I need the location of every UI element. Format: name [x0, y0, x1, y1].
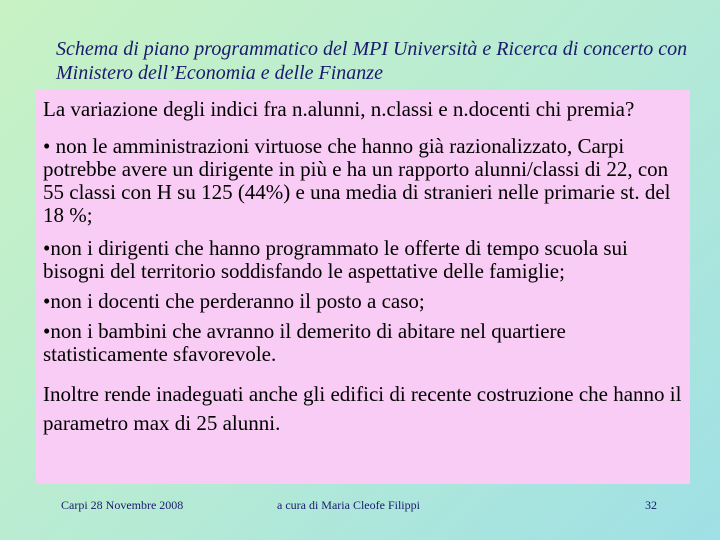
bullet-item: •non i docenti che perderanno il posto a caso;	[43, 289, 425, 313]
bullet-item: •non i dirigenti che hanno programmato le offerte di tempo scuola sui bisogni del territorio soddisfando le aspettative delle famiglie;	[43, 236, 628, 283]
content-box	[36, 90, 690, 484]
slide-title: Schema di piano programmatico del MPI Università e Ricerca di concerto con Ministero dell’Economia e delle Finanze	[56, 38, 688, 84]
bullet-item: • non le amministrazioni virtuose che hanno già razionalizzato, Carpi potrebbe avere un dirigente in più e ha un rapporto alunni/classi di 22, con 55 classi con H su 125 (44%) e una media di stranieri nelle primarie st. del 18 %;	[43, 134, 671, 227]
intro-question: La variazione degli indici fra n.alunni, n.classi e n.docenti chi premia?	[43, 97, 635, 121]
bullet-item: •non i bambini che avranno il demerito di abitare nel quartiere statisticamente sfavorevole.	[43, 319, 566, 366]
page-number: 32	[645, 498, 657, 512]
footer-date: Carpi 28 Novembre 2008	[61, 498, 184, 512]
footer-author: a cura di Maria Cleofe Filippi	[277, 498, 420, 512]
closing-paragraph: Inoltre rende inadeguati anche gli edifici di recente costruzione che hanno il parametro max di 25 alunni.	[43, 382, 682, 435]
